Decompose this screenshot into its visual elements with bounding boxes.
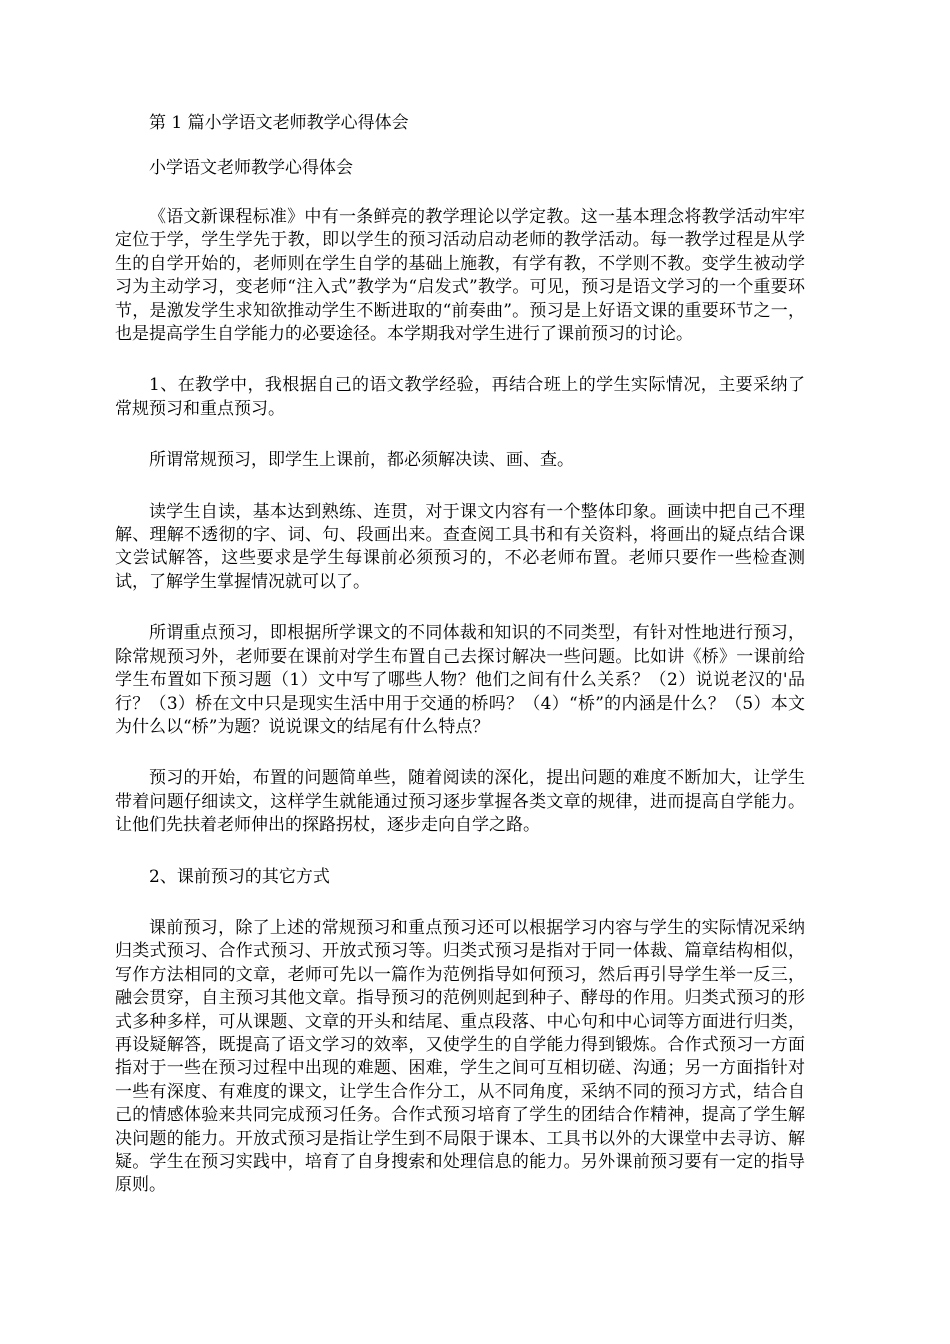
paragraph-section-1: 1、在教学中，我根据自己的语文教学经验，再结合班上的学生实际情况，主要采纳了常规预习和重点预习。: [115, 375, 805, 419]
paragraph-intro: 《语文新课程标准》中有一条鲜亮的教学理论以学定教。这一基本理念将教学活动牢牢定位于学，学生学先于教，即以学生的预习活动启动老师的教学活动。每一教学过程是从学生的自学开始的，老师则在学生自学的基础上施教，有学有教，不学则不教。变学生被动学习为主动学习，变老师“注入式”教学为“启发式”教学。可见，预习是语文学习的一个重要环节，是激发学生求知欲推动学生不断进取的“前奏曲”。预习是上好语文课的重要环节之一，也是提高学生自学能力的必要途径。本学期我对学生进行了课前预习的讨论。: [115, 207, 805, 345]
document-subtitle: 小学语文老师教学心得体会: [149, 158, 353, 178]
paragraph-section-2: 2、课前预习的其它方式: [149, 866, 330, 887]
document-page: [115, 112, 805, 1198]
paragraph-key-preview: 所谓重点预习，即根据所学课文的不同体裁和知识的不同类型，有针对性地进行预习，除常规预习外，老师要在课前对学生布置自己去探讨解决一些问题。比如讲《桥》一课前给学生布置如下预习题（1）文中写了哪些人物？他们之间有什么关系？（2）说说老汉的'品行？（3）桥在文中只是现实生活中用于交通的桥吗？（4）“桥”的内涵是什么？（5）本文为什么以“桥”为题？说说课文的结尾有什么特点？: [115, 623, 805, 737]
paragraph-read-draw-check: 读学生自读，基本达到熟练、连贯，对于课文内容有一个整体印象。画读中把自己不理解、理解不透彻的字、词、句、段画出来。查查阅工具书和有关资料，将画出的疑点结合课文尝试解答，这些要求是学生每课前必须预习的，不必老师布置。老师只要作一些检查测试，了解学生掌握情况就可以了。: [115, 501, 805, 592]
paragraph-other-methods: 课前预习，除了上述的常规预习和重点预习还可以根据学习内容与学生的实际情况采纳归类式预习、合作式预习、开放式预习等。归类式预习是指对于同一体裁、篇章结构相似，写作方法相同的文章，老师可先以一篇作为范例指导如何预习，然后再引导学生举一反三，融会贯穿，自主预习其他文章。指导预习的范例则起到种子、酵母的作用。归类式预习的形式多种多样，可从课题、文章的开头和结尾、重点段落、中心句和中心词等方面进行归类，再设疑解答，既提高了语文学习的效率，又使学生的自学能力得到锻炼。合作式预习一方面指对于一些在预习过程中出现的难题、困难，学生之间可互相切磋、沟通；另一方面指针对一些有深度、有难度的课文，让学生合作分工，从不同角度，采纳不同的预习方式，结合自己的情感体验来共同完成预习任务。合作式预习培育了学生的团结合作精神，提高了学生解决问题的能力。开放式预习是指让学生到不局限于课本、工具书以外的大课堂中去寻访、解疑。学生在预习实践中，培育了自身搜索和处理信息的能力。另外课前预习要有一定的指导原则。: [115, 917, 805, 1196]
paragraph-regular-preview: 所谓常规预习，即学生上课前，都必须解决读、画、查。: [149, 450, 574, 471]
document-title: 第 1 篇小学语文老师教学心得体会: [149, 113, 409, 133]
paragraph-preview-start: 预习的开始，布置的问题简单些，随着阅读的深化，提出问题的难度不断加大，让学生带着问题仔细读文，这样学生就能通过预习逐步掌握各类文章的规律，进而提高自学能力。让他们先扶着老师伸出的探路拐杖，逐步走向自学之路。: [115, 768, 805, 836]
